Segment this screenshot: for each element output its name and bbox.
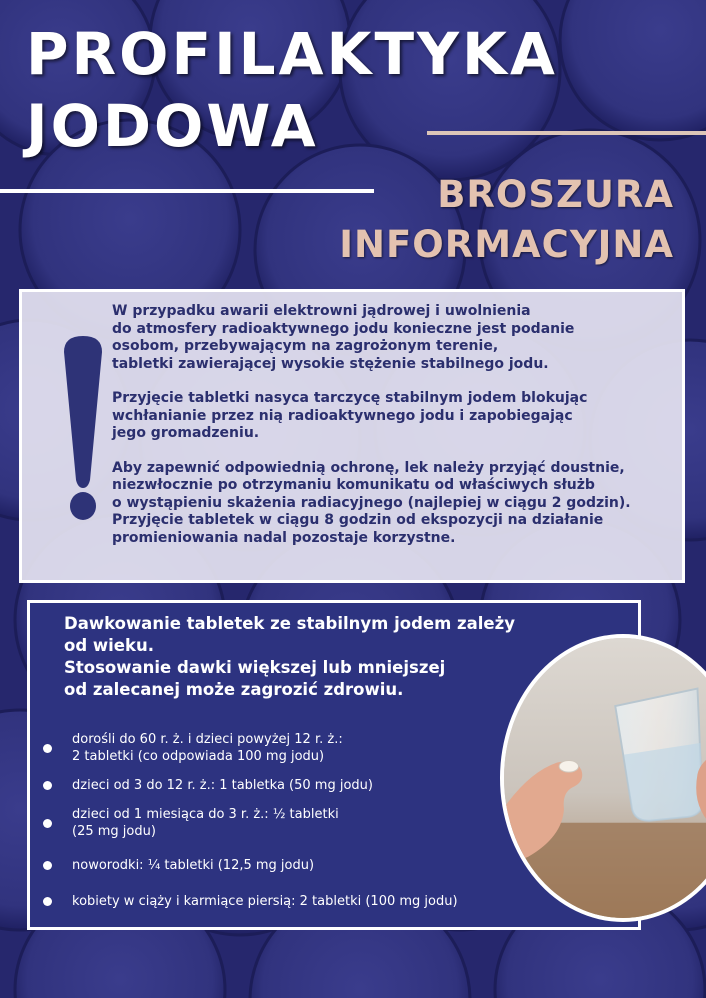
dosage-heading <box>64 613 564 701</box>
dosage-item-text: kobiety w ciąży i karmiące piersią: 2 tabletki (100 mg jodu) <box>72 894 458 909</box>
info-text <box>112 303 677 564</box>
title-line-1: PROFILAKTYKA <box>26 20 558 88</box>
list-item <box>40 893 510 910</box>
list-item <box>40 857 510 874</box>
bullet-dot-icon <box>43 781 52 790</box>
dosage-item-text: dzieci od 3 do 12 r. ż.: 1 tabletka (50 mg jodu) <box>72 778 373 793</box>
exclamation-mark-icon <box>60 334 106 522</box>
list-item <box>40 731 510 765</box>
dosage-item-text: dorośli do 60 r. ż. i dzieci powyżej 12 r. ż.: 2 tabletki (co odpowiada 100 mg jodu) <box>72 732 343 764</box>
title-line-2: JODOWA <box>26 92 319 160</box>
dosage-item-text: dzieci od 1 miesiąca do 3 r. ż.: ½ tabletki (25 mg jodu) <box>72 807 339 839</box>
divider-line-right <box>427 131 706 135</box>
dosage-heading-2: Stosowanie dawki większej lub mniejszej od zalecanej może zagrozić zdrowiu. <box>64 658 446 699</box>
page-subtitle <box>339 170 674 270</box>
page-title <box>26 18 558 162</box>
bullet-dot-icon <box>43 897 52 906</box>
info-paragraph-3: Aby zapewnić odpowiednią ochronę, lek należy przyjąć doustnie, niezwłocznie po otrzymaniu komunikatu od właściwych służb o wystąpieniu skażenia radiacyjnego (najlepiej w ciągu 2 godzin). Przyjęcie tabletek w ciągu 8 godzin od ekspozycji na działanie promieniowania nadal pozostaje korzystne. <box>112 459 631 546</box>
divider-line-left <box>0 189 374 193</box>
dosage-list <box>40 731 510 910</box>
bullet-dot-icon <box>43 861 52 870</box>
subtitle-line-1: BROSZURA <box>437 173 674 216</box>
list-item <box>40 777 510 794</box>
dosage-heading-1: Dawkowanie tabletek ze stabilnym jodem zależy od wieku. <box>64 614 515 655</box>
list-item <box>40 806 510 840</box>
info-box <box>19 289 685 583</box>
bullet-dot-icon <box>43 819 52 828</box>
subtitle-line-2: INFORMACYJNA <box>339 223 674 266</box>
bullet-dot-icon <box>43 744 52 753</box>
info-paragraph-1: W przypadku awarii elektrowni jądrowej i uwolnienia do atmosfery radioaktywnego jodu konieczne jest podanie osobom, przebywającym na zagrożonym terenie, tabletki zawierającej wysokie stężenie stabilnego jodu. <box>112 303 575 372</box>
dosage-item-text: noworodki: ¼ tabletki (12,5 mg jodu) <box>72 858 315 873</box>
info-paragraph-2: Przyjęcie tabletki nasyca tarczycę stabilnym jodem blokując wchłanianie przez nią radioaktywnego jodu i zapobiegając jego gromadzeniu. <box>112 390 588 441</box>
